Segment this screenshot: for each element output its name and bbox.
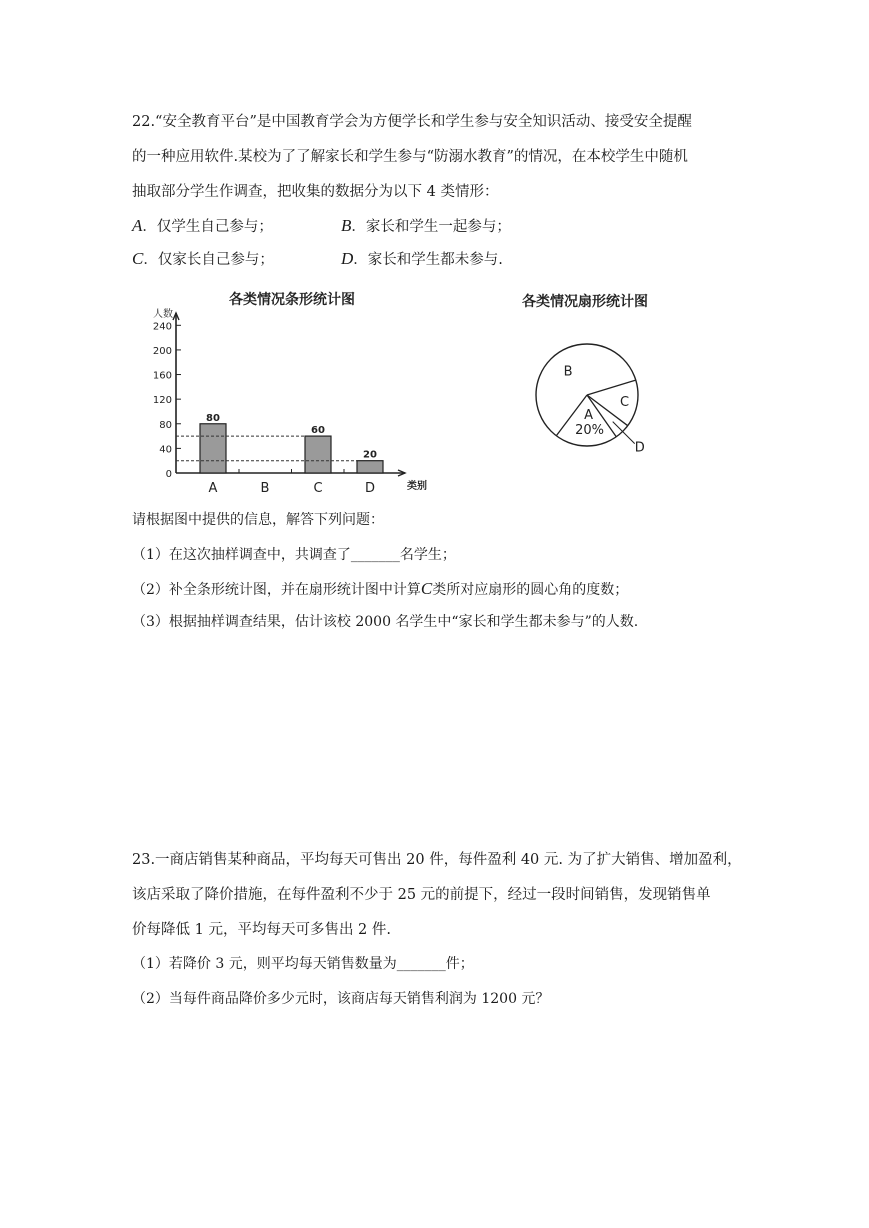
- option-a: [132, 216, 273, 237]
- bar-chart-y-label: 人数: [153, 309, 173, 320]
- data-label-d: 20: [363, 449, 377, 461]
- bar-c: [305, 436, 331, 473]
- pie-chart-title: 各类情况扇形统计图: [522, 294, 648, 310]
- option-a-letter: A: [132, 216, 143, 235]
- q23-line-2: 该店采取了降价措施，在每件盈利不少于 25 元的前提下，经过一段时间销售，发现销售单: [132, 887, 711, 903]
- q23-sub-2: （2）当每件商品降价多少元时，该商店每天销售利润为 1200 元？: [132, 991, 550, 1007]
- option-d-letter: D: [341, 249, 354, 268]
- y-tick-label: 120: [152, 395, 172, 407]
- option-a-text: ．仅学生自己参与；: [142, 219, 273, 235]
- q22-sub-1: （1）在这次抽样调查中，共调查了_______名学生；: [132, 547, 456, 563]
- pie-leader-d: [613, 422, 635, 444]
- data-label-a: 80: [206, 412, 220, 424]
- pie-label-a: A: [584, 407, 593, 423]
- q22-sub-3: （3）根据抽样调查结果，估计该校 2000 名学生中“家长和学生都未参与”的人数.: [132, 614, 639, 630]
- option-c-text: ．仅家长自己参与；: [143, 252, 274, 268]
- bar-chart-title: 各类情况条形统计图: [229, 292, 355, 308]
- y-tick-label: 160: [152, 370, 172, 382]
- q22-sub-2-pre: （2）补全条形统计图，并在扇形统计图中计算: [132, 582, 421, 598]
- pie-label-d: D: [634, 440, 645, 455]
- x-tick-label: C: [313, 481, 323, 496]
- y-tick-label: 240: [152, 321, 172, 333]
- q22-prompt: 请根据图中提供的信息，解答下列问题：: [132, 512, 384, 528]
- q23-line-3: 价每降低 1 元，平均每天可多售出 2 件.: [132, 922, 391, 938]
- y-tick-label: 40: [159, 444, 172, 456]
- q22-sub-2-var: C: [420, 579, 433, 598]
- y-tick-label: 0: [165, 469, 172, 480]
- bar-d: [357, 461, 383, 473]
- option-b-letter: B: [341, 216, 352, 235]
- bar-chart-x-label: 类别: [407, 481, 427, 492]
- option-d: [341, 249, 503, 270]
- q22-line-2: 的一种应用软件.某校为了了解家长和学生参与“防溺水教育”的情况，在本校学生中随机: [132, 149, 688, 165]
- x-tick-label: B: [260, 481, 270, 496]
- q23-sub-1: （1）若降价 3 元，则平均每天销售数量为_______件；: [132, 956, 474, 972]
- option-b-text: ．家长和学生一起参与；: [351, 219, 511, 235]
- q22-sub-2-post: 类所对应扇形的圆心角的度数；: [432, 582, 629, 598]
- option-c: [132, 249, 274, 270]
- bar-chart: [140, 285, 460, 500]
- q22-line-1: 22.“安全教育平台”是中国教育学会为方便学长和学生参与安全知识活动、接受安全提醒: [132, 114, 692, 130]
- y-tick-label: 80: [159, 419, 172, 431]
- pie-label-b: B: [563, 364, 573, 380]
- x-tick-label: D: [364, 481, 376, 496]
- q22-line-3: 抽取部分学生作调查，把收集的数据分为以下 4 类情形：: [132, 184, 499, 200]
- bar-a: [200, 424, 226, 473]
- q23-line-1: 23.一商店销售某种商品，平均每天可售出 20 件，每件盈利 40 元. 为了扩大销售、增加盈利，: [132, 852, 742, 868]
- slice-boundary-4: [587, 380, 636, 395]
- pie-label-c: C: [619, 394, 630, 410]
- option-b: [341, 216, 511, 237]
- pie-chart: [505, 285, 685, 455]
- x-tick-label: A: [208, 481, 218, 496]
- y-tick-label: 200: [152, 345, 172, 357]
- option-c-letter: C: [132, 249, 144, 268]
- option-d-text: ．家长和学生都未参与.: [353, 252, 503, 268]
- data-label-c: 60: [311, 425, 325, 437]
- q22-sub-2: [132, 579, 628, 600]
- pie-label-a-percent: 20%: [575, 422, 604, 438]
